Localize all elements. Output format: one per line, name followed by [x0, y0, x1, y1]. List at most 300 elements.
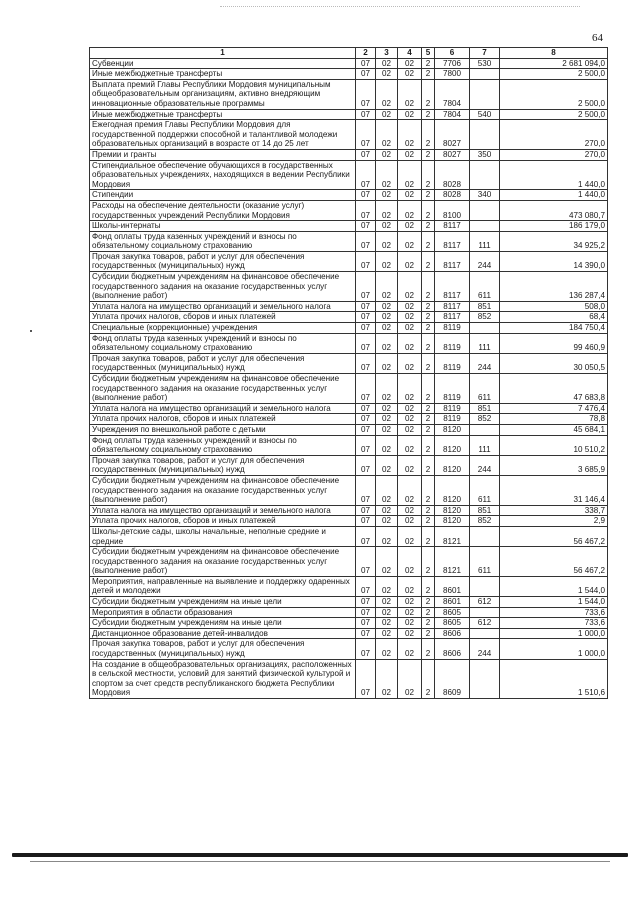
amount-cell: 10 510,2 [500, 435, 608, 455]
code-cell: 02 [398, 353, 422, 373]
code-cell: 02 [398, 414, 422, 425]
code-cell: 8117 [435, 231, 470, 251]
code-cell: 02 [398, 424, 422, 435]
row-name-cell: Расходы на обеспечение деятельности (оказание услуг) государственных учреждений Республики Мордовия [90, 200, 356, 220]
code-cell: 02 [398, 231, 422, 251]
code-cell: 2 [422, 312, 435, 323]
table-row [90, 576, 608, 596]
row-name-cell: Премии и гранты [90, 149, 356, 160]
code-cell: 8119 [435, 323, 470, 334]
row-name-cell: Уплата налога на имущество организаций и земельного налога [90, 505, 356, 516]
code-cell: 851 [470, 505, 500, 516]
code-cell: 07 [356, 149, 376, 160]
table-row [90, 455, 608, 475]
code-cell: 02 [376, 516, 398, 527]
amount-cell: 2 500,0 [500, 109, 608, 120]
code-cell: 02 [398, 251, 422, 271]
code-cell [470, 628, 500, 639]
code-cell: 851 [470, 301, 500, 312]
row-name-cell: Уплата прочих налогов, сборов и иных платежей [90, 312, 356, 323]
code-cell: 8028 [435, 190, 470, 201]
code-cell: 02 [398, 312, 422, 323]
code-cell: 07 [356, 200, 376, 220]
code-cell: 2 [422, 200, 435, 220]
code-cell: 02 [398, 505, 422, 516]
table-row [90, 475, 608, 505]
code-cell: 8117 [435, 221, 470, 232]
code-cell: 244 [470, 639, 500, 659]
code-cell [470, 526, 500, 546]
code-cell: 02 [376, 505, 398, 516]
code-cell: 02 [376, 333, 398, 353]
code-cell: 07 [356, 424, 376, 435]
code-cell: 2 [422, 160, 435, 190]
row-name-cell: Субсидии бюджетным учреждениям на финансовое обеспечение государственного задания на оказание государственных услуг (выполнение работ) [90, 547, 356, 577]
code-cell [470, 160, 500, 190]
code-cell: 8120 [435, 435, 470, 455]
code-cell: 540 [470, 109, 500, 120]
code-cell: 02 [398, 58, 422, 69]
code-cell: 8605 [435, 607, 470, 618]
row-name-cell: Прочая закупка товаров, работ и услуг для обеспечения государственных (муниципальных) нужд [90, 639, 356, 659]
table-row [90, 312, 608, 323]
code-cell: 02 [398, 475, 422, 505]
code-cell: 02 [376, 312, 398, 323]
amount-cell: 31 146,4 [500, 475, 608, 505]
code-cell: 07 [356, 455, 376, 475]
code-cell: 02 [398, 526, 422, 546]
code-cell: 07 [356, 403, 376, 414]
row-name-cell: Учреждения по внешкольной работе с детьми [90, 424, 356, 435]
code-cell: 07 [356, 323, 376, 334]
code-cell: 02 [376, 79, 398, 109]
row-name-cell: Дистанционное образование детей-инвалидов [90, 628, 356, 639]
code-cell: 02 [376, 190, 398, 201]
code-cell: 2 [422, 505, 435, 516]
table-row [90, 323, 608, 334]
code-cell: 02 [398, 618, 422, 629]
table-row [90, 109, 608, 120]
code-cell: 02 [376, 526, 398, 546]
code-cell: 852 [470, 312, 500, 323]
table-body [90, 58, 608, 698]
table-row [90, 414, 608, 425]
row-name-cell: Мероприятия в области образования [90, 607, 356, 618]
code-cell: 530 [470, 58, 500, 69]
row-name-cell: Субсидии бюджетным учреждениям на иные цели [90, 618, 356, 629]
table-row [90, 526, 608, 546]
code-cell: 07 [356, 58, 376, 69]
table-row [90, 607, 608, 618]
code-cell: 02 [376, 200, 398, 220]
row-name-cell: Уплата налога на имущество организаций и земельного налога [90, 403, 356, 414]
row-name-cell: Школы-детские сады, школы начальные, неполные средние и средние [90, 526, 356, 546]
code-cell: 02 [376, 109, 398, 120]
header-cell: 5 [422, 48, 435, 59]
code-cell: 07 [356, 333, 376, 353]
code-cell: 8119 [435, 414, 470, 425]
code-cell [470, 576, 500, 596]
code-cell: 2 [422, 79, 435, 109]
code-cell: 8120 [435, 516, 470, 527]
code-cell: 7804 [435, 79, 470, 109]
table-row [90, 333, 608, 353]
code-cell: 2 [422, 353, 435, 373]
code-cell: 07 [356, 618, 376, 629]
table-row [90, 120, 608, 150]
code-cell: 02 [398, 190, 422, 201]
code-cell: 02 [376, 403, 398, 414]
table-row [90, 353, 608, 373]
code-cell: 07 [356, 231, 376, 251]
code-cell: 2 [422, 251, 435, 271]
code-cell: 02 [376, 120, 398, 150]
row-name-cell: Субвенции [90, 58, 356, 69]
table-row [90, 547, 608, 577]
amount-cell: 68,4 [500, 312, 608, 323]
code-cell: 8606 [435, 639, 470, 659]
code-cell: 07 [356, 659, 376, 698]
row-name-cell: На создание в общеобразовательных организациях, расположенных в сельской местности, условий для занятий физической культурой и спортом за счет средств республиканского бюджета Республики Мордовия [90, 659, 356, 698]
code-cell: 07 [356, 639, 376, 659]
code-cell [470, 607, 500, 618]
code-cell: 02 [376, 58, 398, 69]
code-cell: 02 [376, 272, 398, 302]
amount-cell: 56 467,2 [500, 547, 608, 577]
code-cell: 2 [422, 58, 435, 69]
code-cell: 2 [422, 455, 435, 475]
code-cell: 244 [470, 353, 500, 373]
amount-cell: 473 080,7 [500, 200, 608, 220]
code-cell: 07 [356, 628, 376, 639]
table-row [90, 160, 608, 190]
amount-cell: 1 440,0 [500, 190, 608, 201]
amount-cell: 78,8 [500, 414, 608, 425]
code-cell: 8121 [435, 526, 470, 546]
code-cell: 8120 [435, 505, 470, 516]
code-cell: 02 [376, 231, 398, 251]
code-cell: 07 [356, 190, 376, 201]
amount-cell: 14 390,0 [500, 251, 608, 271]
amount-cell: 2 500,0 [500, 79, 608, 109]
code-cell: 07 [356, 120, 376, 150]
code-cell: 07 [356, 79, 376, 109]
code-cell: 02 [398, 69, 422, 80]
amount-cell: 2,9 [500, 516, 608, 527]
table-row [90, 149, 608, 160]
code-cell: 8120 [435, 424, 470, 435]
amount-cell: 270,0 [500, 149, 608, 160]
code-cell: 07 [356, 505, 376, 516]
table-row [90, 200, 608, 220]
table-row [90, 659, 608, 698]
code-cell: 07 [356, 516, 376, 527]
code-cell: 02 [376, 607, 398, 618]
code-cell: 02 [398, 455, 422, 475]
code-cell [470, 120, 500, 150]
code-cell: 02 [398, 79, 422, 109]
code-cell: 8027 [435, 149, 470, 160]
code-cell: 2 [422, 607, 435, 618]
code-cell: 07 [356, 547, 376, 577]
code-cell: 02 [376, 149, 398, 160]
code-cell: 8100 [435, 200, 470, 220]
code-cell: 02 [376, 618, 398, 629]
amount-cell: 1 544,0 [500, 597, 608, 608]
code-cell: 851 [470, 403, 500, 414]
table-row [90, 190, 608, 201]
code-cell: 02 [376, 475, 398, 505]
code-cell: 02 [398, 516, 422, 527]
code-cell: 07 [356, 576, 376, 596]
code-cell: 612 [470, 597, 500, 608]
code-cell: 852 [470, 414, 500, 425]
code-cell: 2 [422, 435, 435, 455]
code-cell: 2 [422, 301, 435, 312]
code-cell: 02 [398, 628, 422, 639]
row-name-cell: Уплата налога на имущество организаций и земельного налога [90, 301, 356, 312]
code-cell: 611 [470, 272, 500, 302]
code-cell: 2 [422, 659, 435, 698]
code-cell: 02 [398, 597, 422, 608]
code-cell [470, 323, 500, 334]
table-row [90, 374, 608, 404]
amount-cell: 186 179,0 [500, 221, 608, 232]
header-cell: 4 [398, 48, 422, 59]
row-name-cell: Прочая закупка товаров, работ и услуг для обеспечения государственных (муниципальных) нужд [90, 251, 356, 271]
code-cell: 02 [398, 403, 422, 414]
code-cell: 611 [470, 374, 500, 404]
code-cell: 8119 [435, 333, 470, 353]
code-cell: 02 [376, 414, 398, 425]
code-cell: 8120 [435, 455, 470, 475]
code-cell [470, 69, 500, 80]
code-cell: 07 [356, 312, 376, 323]
code-cell: 8120 [435, 475, 470, 505]
code-cell: 2 [422, 190, 435, 201]
header-cell: 7 [470, 48, 500, 59]
table-row [90, 403, 608, 414]
row-name-cell: Фонд оплаты труда казенных учреждений и взносы по обязательному социальному страхованию [90, 231, 356, 251]
amount-cell: 7 476,4 [500, 403, 608, 414]
code-cell: 02 [376, 323, 398, 334]
scan-bottom-bar [12, 853, 628, 857]
code-cell: 02 [376, 639, 398, 659]
code-cell: 8605 [435, 618, 470, 629]
code-cell: 02 [376, 628, 398, 639]
amount-cell: 34 925,2 [500, 231, 608, 251]
amount-cell: 1 440,0 [500, 160, 608, 190]
amount-cell: 508,0 [500, 301, 608, 312]
code-cell: 244 [470, 455, 500, 475]
row-name-cell: Уплата прочих налогов, сборов и иных платежей [90, 516, 356, 527]
code-cell: 02 [376, 374, 398, 404]
table-row [90, 639, 608, 659]
amount-cell: 184 750,4 [500, 323, 608, 334]
code-cell: 02 [398, 607, 422, 618]
code-cell: 07 [356, 109, 376, 120]
table-row [90, 272, 608, 302]
row-name-cell: Уплата прочих налогов, сборов и иных платежей [90, 414, 356, 425]
code-cell: 244 [470, 251, 500, 271]
code-cell: 07 [356, 374, 376, 404]
code-cell: 02 [398, 659, 422, 698]
code-cell: 8606 [435, 628, 470, 639]
row-name-cell: Стипендии [90, 190, 356, 201]
code-cell: 612 [470, 618, 500, 629]
row-name-cell: Субсидии бюджетным учреждениям на финансовое обеспечение государственного задания на оказание государственных услуг (выполнение работ) [90, 272, 356, 302]
code-cell: 350 [470, 149, 500, 160]
code-cell: 02 [398, 639, 422, 659]
table-row [90, 424, 608, 435]
code-cell: 02 [398, 374, 422, 404]
header-cell: 1 [90, 48, 356, 59]
table-row [90, 251, 608, 271]
code-cell [470, 659, 500, 698]
header-cell: 8 [500, 48, 608, 59]
code-cell: 8117 [435, 272, 470, 302]
code-cell: 07 [356, 414, 376, 425]
code-cell: 111 [470, 435, 500, 455]
code-cell: 2 [422, 333, 435, 353]
amount-cell: 338,7 [500, 505, 608, 516]
amount-cell: 56 467,2 [500, 526, 608, 546]
row-name-cell: Прочая закупка товаров, работ и услуг для обеспечения государственных (муниципальных) нужд [90, 455, 356, 475]
code-cell: 07 [356, 69, 376, 80]
code-cell: 07 [356, 301, 376, 312]
code-cell: 340 [470, 190, 500, 201]
code-cell: 2 [422, 149, 435, 160]
code-cell: 2 [422, 374, 435, 404]
header-row [90, 48, 608, 59]
code-cell [470, 79, 500, 109]
code-cell: 2 [422, 516, 435, 527]
code-cell: 2 [422, 628, 435, 639]
code-cell: 02 [398, 333, 422, 353]
code-cell: 7706 [435, 58, 470, 69]
code-cell: 02 [376, 435, 398, 455]
code-cell: 02 [376, 455, 398, 475]
table-row [90, 435, 608, 455]
amount-cell: 733,6 [500, 607, 608, 618]
amount-cell: 3 685,9 [500, 455, 608, 475]
amount-cell: 136 287,4 [500, 272, 608, 302]
code-cell [470, 424, 500, 435]
header-cell: 2 [356, 48, 376, 59]
code-cell: 2 [422, 403, 435, 414]
row-name-cell: Фонд оплаты труда казенных учреждений и взносы по обязательному социальному страхованию [90, 333, 356, 353]
code-cell: 2 [422, 597, 435, 608]
code-cell: 8601 [435, 597, 470, 608]
code-cell: 2 [422, 109, 435, 120]
code-cell: 2 [422, 414, 435, 425]
code-cell: 8119 [435, 353, 470, 373]
code-cell: 2 [422, 526, 435, 546]
code-cell: 7800 [435, 69, 470, 80]
amount-cell: 733,6 [500, 618, 608, 629]
code-cell: 2 [422, 475, 435, 505]
code-cell: 07 [356, 526, 376, 546]
code-cell: 2 [422, 424, 435, 435]
code-cell: 02 [376, 659, 398, 698]
amount-cell: 1 000,0 [500, 639, 608, 659]
code-cell: 8119 [435, 403, 470, 414]
row-name-cell: Субсидии бюджетным учреждениям на иные цели [90, 597, 356, 608]
row-name-cell: Школы-интернаты [90, 221, 356, 232]
code-cell: 02 [398, 272, 422, 302]
code-cell: 8117 [435, 312, 470, 323]
code-cell: 02 [376, 221, 398, 232]
scan-bottom-line [30, 861, 610, 862]
code-cell: 2 [422, 323, 435, 334]
code-cell: 02 [398, 547, 422, 577]
amount-cell: 99 460,9 [500, 333, 608, 353]
table-row [90, 505, 608, 516]
code-cell: 07 [356, 597, 376, 608]
code-cell: 2 [422, 576, 435, 596]
code-cell: 8027 [435, 120, 470, 150]
row-name-cell: Иные межбюджетные трансферты [90, 109, 356, 120]
row-name-cell: Иные межбюджетные трансферты [90, 69, 356, 80]
table-row [90, 58, 608, 69]
code-cell: 2 [422, 120, 435, 150]
code-cell: 111 [470, 231, 500, 251]
code-cell: 2 [422, 272, 435, 302]
budget-table [89, 47, 608, 699]
code-cell: 8117 [435, 301, 470, 312]
code-cell: 07 [356, 475, 376, 505]
code-cell: 02 [398, 323, 422, 334]
header-cell: 6 [435, 48, 470, 59]
code-cell: 02 [398, 109, 422, 120]
code-cell: 02 [376, 69, 398, 80]
code-cell: 07 [356, 221, 376, 232]
code-cell: 8609 [435, 659, 470, 698]
code-cell: 852 [470, 516, 500, 527]
amount-cell: 45 684,1 [500, 424, 608, 435]
scan-speck [30, 330, 32, 332]
row-name-cell: Специальные (коррекционные) учреждения [90, 323, 356, 334]
table-row [90, 618, 608, 629]
code-cell: 8117 [435, 251, 470, 271]
code-cell: 8121 [435, 547, 470, 577]
page-number: 64 [592, 32, 603, 44]
amount-cell: 2 681 094,0 [500, 58, 608, 69]
table-row [90, 628, 608, 639]
row-name-cell: Фонд оплаты труда казенных учреждений и взносы по обязательному социальному страхованию [90, 435, 356, 455]
code-cell [470, 221, 500, 232]
table-row [90, 221, 608, 232]
code-cell: 02 [376, 597, 398, 608]
amount-cell: 270,0 [500, 120, 608, 150]
scan-edge-line [220, 6, 580, 9]
code-cell: 07 [356, 435, 376, 455]
table-row [90, 516, 608, 527]
code-cell: 02 [376, 353, 398, 373]
amount-cell: 1 510,6 [500, 659, 608, 698]
amount-cell: 1 000,0 [500, 628, 608, 639]
code-cell: 8028 [435, 160, 470, 190]
row-name-cell: Прочая закупка товаров, работ и услуг для обеспечения государственных (муниципальных) нужд [90, 353, 356, 373]
code-cell: 02 [376, 576, 398, 596]
table-row [90, 69, 608, 80]
code-cell: 02 [398, 149, 422, 160]
code-cell: 8119 [435, 374, 470, 404]
code-cell: 2 [422, 547, 435, 577]
code-cell: 2 [422, 618, 435, 629]
code-cell: 07 [356, 272, 376, 302]
table-row [90, 231, 608, 251]
